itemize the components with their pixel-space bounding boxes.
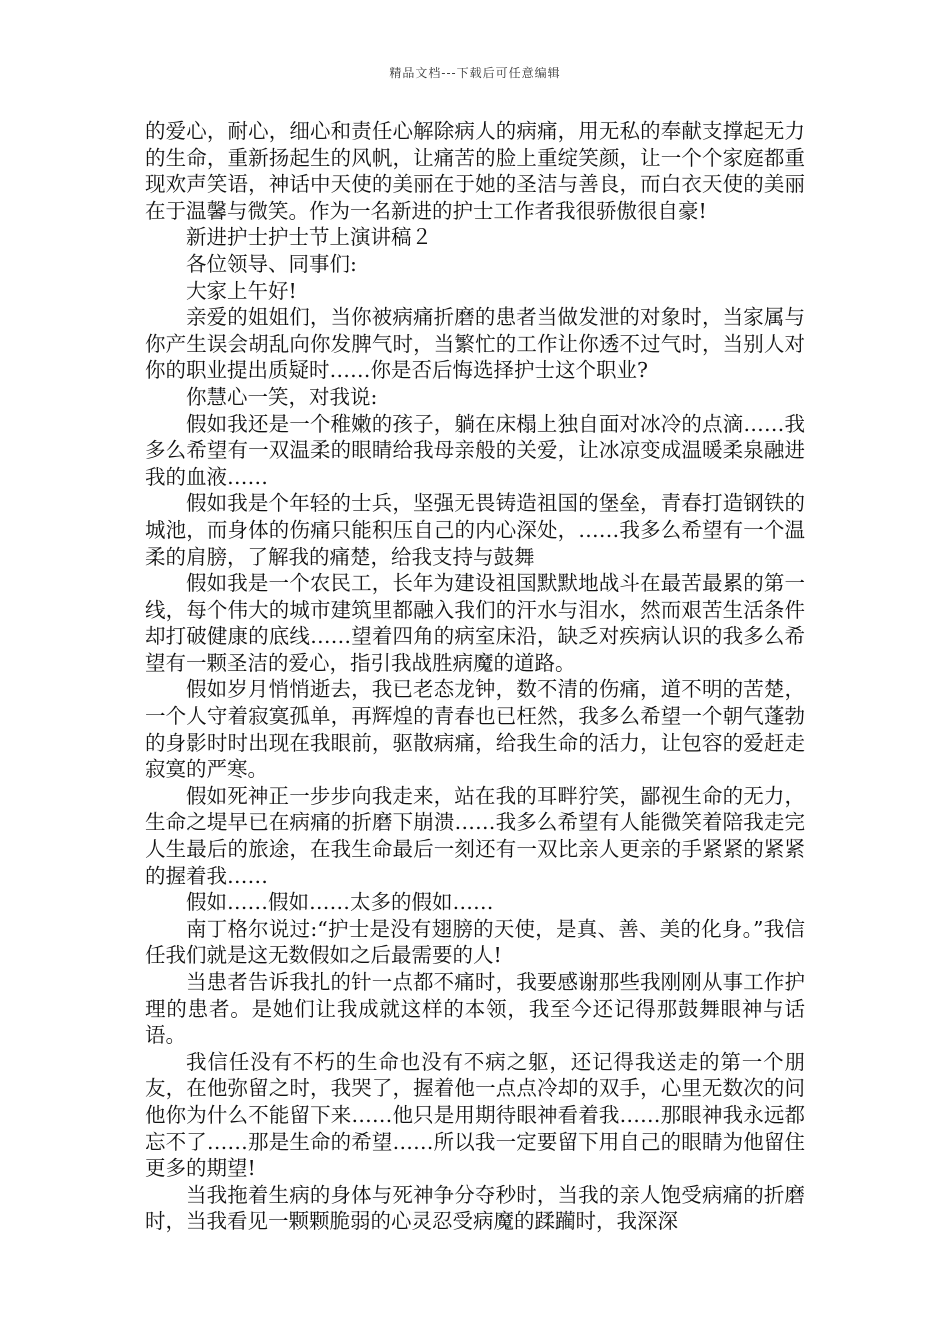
page-header: 精品文档---下载后可任意编辑 — [389, 66, 561, 80]
paragraph: 当我拖着生病的身体与死神争分夺秒时，当我的亲人饱受病痛的折磨时，当我看见一颗颗脆弱的心灵忍受病魔的蹂躏时，我深深 — [145, 1182, 805, 1234]
paragraph: 假如我还是一个稚嫩的孩子，躺在床榻上独自面对冰冷的点滴……我多么希望有一双温柔的眼睛给我母亲般的关爱，让冰凉变成温暖柔泉融进我的血液…… — [145, 411, 805, 489]
paragraph: 假如死神正一步步向我走来，站在我的耳畔狞笑，鄙视生命的无力，生命之堤早已在病痛的折磨下崩溃……我多么希望有人能微笑着陪我走完人生最后的旅途，在我生命最后一刻还有一双比亲人更亲的手紧紧的紧紧的握着我…… — [145, 783, 805, 888]
greeting: 大家上午好! — [186, 278, 297, 303]
paragraph: 假如……假如……太多的假如…… — [186, 890, 494, 915]
paragraph: 亲爱的姐姐们，当你被病痛折磨的患者当做发泄的对象时，当家属与你产生误会胡乱向你发脾气时，当繁忙的工作让你透不过气时，当别人对你的职业提出质疑时……你是否后悔选择护士这个职业? — [145, 305, 805, 383]
paragraph: 的爱心，耐心，细心和责任心解除病人的病痛，用无私的奉献支撑起无力的生命，重新扬起生的风帆，让痛苦的脸上重绽笑颜，让一个个家庭都重现欢声笑语，神话中天使的美丽在于她的圣洁与善良，而白衣天使的美丽在于温馨与微笑。作为一名新进的护士工作者我很骄傲很自豪! — [145, 119, 805, 223]
document-body — [145, 118, 805, 1235]
paragraph: 假如岁月悄悄逝去，我已老态龙钟，数不清的伤痛，道不明的苦楚，一个人守着寂寞孤单，再辉煌的青春也已枉然，我多么希望一个朝气蓬勃的身影时时出现在我眼前，驱散病痛，给我生命的活力，让包容的爱赶走寂寞的严寒。 — [145, 677, 805, 782]
paragraph: 你慧心一笑，对我说: — [186, 384, 378, 409]
paragraph: 假如我是个年轻的士兵，坚强无畏铸造祖国的堡垒，青春打造钢铁的城池，而身体的伤痛只能积压自己的内心深处，……我多么希望有一个温柔的肩膀，了解我的痛楚，给我支持与鼓舞 — [145, 491, 805, 569]
paragraph: 当患者告诉我扎的针一点都不痛时，我要感谢那些我刚刚从事工作护理的患者。是她们让我成就这样的本领，我至今还记得那鼓舞眼神与话语。 — [145, 970, 805, 1048]
speech-title: 新进护士护士节上演讲稿２ — [186, 225, 432, 250]
paragraph: 我信任没有不朽的生命也没有不病之躯，还记得我送走的第一个朋友，在他弥留之时，我哭了，握着他一点点冷却的双手，心里无数次的问他你为什么不能留下来……他只是用期待眼神看着我……那眼神我永远都忘不了……那是生命的希望……所以我一定要留下用自己的眼睛为他留住更多的期望! — [145, 1049, 805, 1181]
paragraph: 南丁格尔说过:“护士是没有翅膀的天使，是真、善、美的化身。”我信任我们就是这无数假如之后最需要的人! — [145, 916, 805, 968]
salutation: 各位领导、同事们: — [186, 251, 357, 276]
paragraph: 假如我是一个农民工，长年为建设祖国默默地战斗在最苦最累的第一线，每个伟大的城市建筑里都融入我们的汗水与泪水，然而艰苦生活条件却打破健康的底线……望着四角的病室床沿，缺乏对疾病认识的我多么希望有一颗圣洁的爱心，指引我战胜病魔的道路。 — [145, 571, 805, 675]
